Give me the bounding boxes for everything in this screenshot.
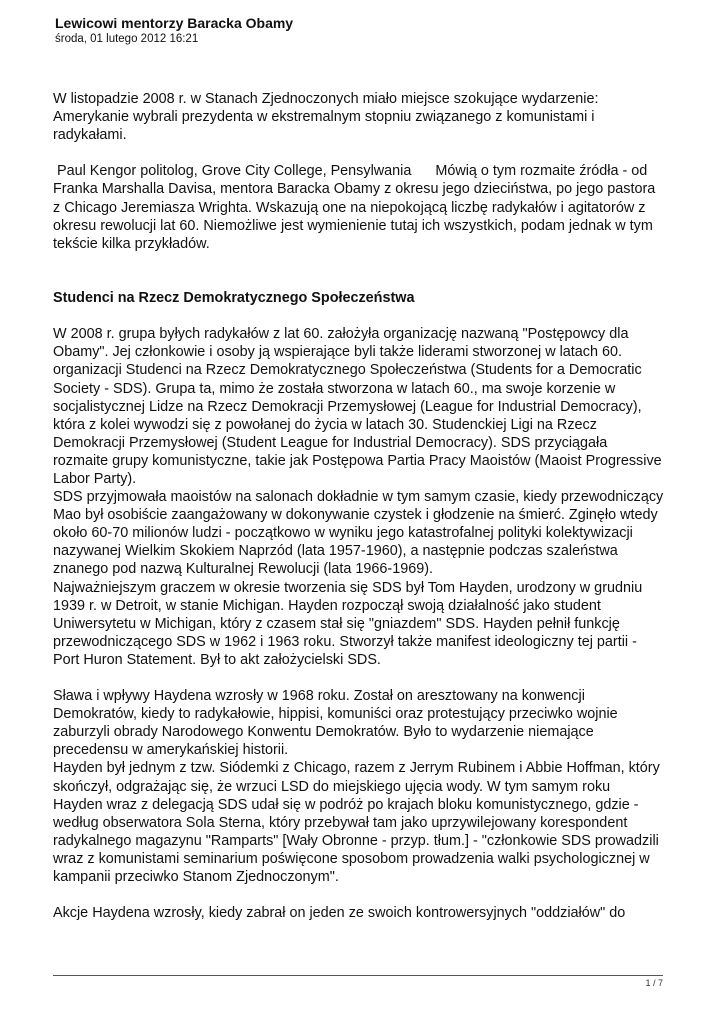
text-line: Society - SDS). Grupa ta, mimo że została stworzona w latach 60., ma swoje korzenie w: [53, 380, 616, 397]
text-line: Hayden wraz z delegacją SDS udał się w podróż po krajach bloku komunistycznego, gdzie -: [53, 796, 639, 813]
text-line: Akcje Haydena wzrosły, kiedy zabrał on jeden ze swoich kontrowersyjnych "oddziałów" do: [53, 905, 626, 922]
text-line: W listopadzie 2008 r. w Stanach Zjednoczonych miało miejsce szokujące wydarzenie:: [53, 91, 599, 107]
text-line: rozmaite grupy komunistyczne, takie jak Postępowa Partia Pracy Maoistów (Maoist Progressive: [53, 452, 662, 469]
text-line: socjalistycznej Lidze na Rzecz Demokracji Przemysłowej (League for Industrial Democracy),: [53, 398, 642, 415]
document-header: [55, 15, 675, 46]
text-line: znanego pod nazwą Kulturalnej Rewolucji (lata 1966-1969).: [53, 561, 433, 578]
text-line: radykalnego magazynu "Ramparts" [Wały Obronne - przyp. tłum.] - "członkowie SDS prowadzili: [53, 832, 659, 849]
document-title: Lewicowi mentorzy Baracka Obamy: [55, 15, 294, 31]
text-line: kampanii przeciwko Stanom Zjednoczonym".: [53, 869, 339, 886]
text-line: 1939 r. w Detroit, w stanie Michigan. Hayden rozpoczął swoją działalność jako student: [53, 597, 601, 614]
page-number: 1 / 7: [645, 978, 663, 988]
text-line: radykałami.: [53, 127, 127, 144]
document-date: środa, 01 lutego 2012 16:21: [55, 33, 199, 45]
text-line: według obserwatora Sola Sterna, który przebywał tam jako uprzywilejowany korespondent: [53, 814, 628, 831]
text-line: zaburzyli obrady Narodowego Konwentu Demokratów. Było to wydarzenie niemające: [53, 724, 594, 741]
paragraph-gap: [53, 669, 678, 687]
text-line: Paul Kengor politolog, Grove City College, Pensylwania Mówią o tym rozmaite źródła - od: [53, 163, 648, 180]
section-heading: Studenci na Rzecz Demokratycznego Społeczeństwa: [53, 290, 415, 307]
closing-paragraph: [53, 904, 678, 922]
text-line: Demokratów, kiedy to radykałowie, hippisi, komuniści oraz protestujący przeciwko wojnie: [53, 706, 618, 723]
text-line: skończył, odgrażając się, że wrzuci LSD do miejskiego ujęcia wody. W tym samym roku: [53, 778, 611, 795]
article-body: [53, 90, 678, 922]
text-line: tekście kilka przykładów.: [53, 235, 210, 252]
paragraph-gap: [53, 886, 678, 904]
text-line: organizacji Studenci na Rzecz Demokratycznego Społeczeństwa (Students for a Democratic: [53, 362, 642, 379]
text-line: okresu rewolucji lat 60. Niemożliwe jest wymienienie tutaj ich wszystkich, podam jednak w tym: [53, 217, 653, 234]
text-line: Uniwersytetu w Michigan, który z czasem stał się "gniazdem" SDS. Hayden pełnił funkcję: [53, 615, 620, 632]
text-line: Mao był osobiście zaangażowany w dokonywanie czystek i głodzenie na śmierć. Zginęło wtedy: [53, 507, 658, 524]
footer-divider: [53, 975, 663, 976]
sds-paragraph: [53, 325, 678, 669]
text-line: Port Huron Statement. Był to akt założycielski SDS.: [53, 651, 381, 668]
paragraph-gap: [53, 144, 678, 162]
text-line: Sława i wpływy Haydena wzrosły w 1968 roku. Został on aresztowany na konwencji: [53, 688, 585, 705]
text-line: SDS przyjmowała maoistów na salonach dokładnie w tym samym czasie, kiedy przewodniczący: [53, 489, 664, 506]
paragraph-gap: [53, 253, 678, 271]
text-line: Najważniejszym graczem w okresie tworzenia się SDS był Tom Hayden, urodzony w grudniu: [53, 579, 643, 596]
text-line: nazywanej Wielkim Skokiem Naprzód (lata 1957-1960), a następnie podczas szaleństwa: [53, 543, 618, 560]
text-line: Hayden był jednym z tzw. Siódemki z Chicago, razem z Jerrym Rubinem i Abbie Hoffman, który: [53, 760, 660, 777]
text-line: Obamy". Jej członkowie i osoby ją wspierające byli także liderami stworzonej w latach 60.: [53, 344, 622, 361]
text-line: z Chicago Jeremiasza Wrighta. Wskazują one na niepokojącą liczbę radykałów i agitatorów z: [53, 199, 646, 216]
text-line: przewodniczącego SDS w 1962 i 1963 roku. Stworzył także manifest ideologiczny tej partii -: [53, 633, 637, 650]
intro-paragraph: [53, 90, 678, 144]
text-line: W 2008 r. grupa byłych radykałów z lat 60. założyła organizację nazwaną "Postępowcy dla: [53, 326, 629, 343]
text-line: Franka Marshalla Davisa, mentora Baracka Obamy z okresu jego dzieciństwa, po jego pastora: [53, 181, 656, 198]
text-line: około 60-70 milionów ludzi - początkowo w wyniku jego katastrofalnej polityki kolektywizacji: [53, 525, 633, 542]
text-line: która z kolei wywodzi się z powołanej do życia w latach 30. Studenckiej Ligi na Rzecz: [53, 416, 597, 433]
paragraph-gap: [53, 271, 678, 289]
text-line: wraz z komunistami seminarium poświęcone sposobom prowadzenia walki psychologicznej w: [53, 850, 650, 867]
text-line: Labor Party).: [53, 470, 137, 487]
hayden-paragraph: [53, 687, 678, 886]
text-line: Amerykanie wybrali prezydenta w ekstremalnym stopniu związanego z komunistami i: [53, 109, 595, 126]
text-line: precedensu w amerykańskiej historii.: [53, 742, 289, 759]
sources-paragraph: [53, 162, 678, 252]
text-line: Demokracji Przemysłowej (Student League for Industrial Democracy). SDS przyciągała: [53, 434, 608, 451]
paragraph-gap: [53, 307, 678, 325]
